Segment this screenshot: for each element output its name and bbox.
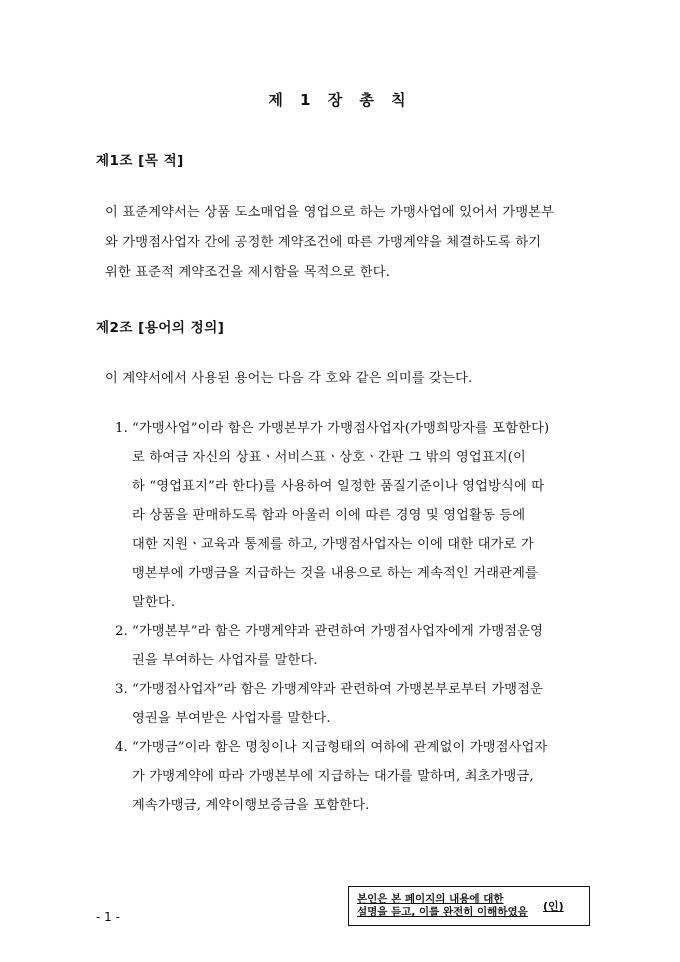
definition-line: 로 하여금 자신의 상표ㆍ서비스표ㆍ상호ㆍ간판 그 밖의 영업표지(이 (132, 450, 526, 465)
definition-line: 영권을 부여받은 사업자를 말한다. (132, 711, 331, 726)
definition-item (104, 675, 604, 733)
definition-line: 가 가맹계약에 따라 가맹본부에 지급하는 대가를 말하며, 최초가맹금, (132, 769, 534, 784)
article-2-line: 이 계약서에서 사용된 용어는 다음 각 호와 같은 의미를 갖는다. (105, 371, 473, 386)
definition-line: “가맹본부”라 함은 가맹계약과 관련하여 가맹점사업자에게 가맹점운영 (132, 624, 544, 639)
definition-line: “가맹금”이라 함은 명칭이나 지급형태의 여하에 관계없이 가맹점사업자 (132, 740, 548, 755)
definition-line: “가맹사업”이라 함은 가맹본부가 가맹점사업자(가맹희망자를 포함한다) (132, 421, 550, 436)
definition-line: 권을 부여하는 사업자를 말한다. (132, 653, 318, 668)
definition-line: “가맹점사업자”라 함은 가맹계약과 관련하여 가맹본부로부터 가맹점운 (132, 682, 544, 697)
confirmation-line-1: 본인은 본 페이지의 내용에 대한 (357, 893, 504, 905)
definition-line: 계속가맹금, 계약이행보증금을 포함한다. (132, 798, 370, 813)
definition-line: 라 상품을 판매하도록 함과 아울러 이에 따른 경영 및 영업활동 등에 (132, 508, 526, 523)
definition-number: 2. (115, 624, 128, 639)
definitions-list (104, 414, 604, 820)
article-2-heading: 제2조 [용어의 정의] (96, 320, 225, 336)
definition-line: 하 “영업표지”라 한다)를 사용하여 일정한 품질기준이나 영업방식에 따 (132, 479, 545, 494)
article-1-line: 위한 표준적 계약조건을 제시함을 목적으로 한다. (105, 265, 391, 280)
definition-number: 1. (115, 421, 128, 436)
article-1-line: 이 표준계약서는 상품 도소매업을 영업으로 하는 가맹사업에 있어서 가맹본부 (105, 205, 555, 220)
page-number: - 1 - (96, 910, 120, 924)
definition-item (104, 414, 604, 617)
definition-item (104, 617, 604, 675)
article-2-body (105, 364, 590, 394)
definition-line: 맹본부에 가맹금을 지급하는 것을 내용으로 하는 계속적인 거래관계를 (132, 566, 538, 581)
definition-line: 말한다. (132, 595, 176, 610)
confirmation-text (349, 893, 537, 919)
seal-mark: (인) (543, 900, 564, 913)
article-1-body (105, 198, 590, 288)
definition-item (104, 733, 604, 820)
chapter-title: 제 1 장 총 칙 (268, 91, 412, 109)
confirmation-line-2: 설명을 듣고, 이를 완전히 이해하였음 (357, 906, 528, 918)
definition-number: 4. (115, 740, 128, 755)
definition-line: 대한 지원ㆍ교육과 통제를 하고, 가맹점사업자는 이에 대한 대가로 가 (132, 537, 534, 552)
article-1-line: 와 가맹점사업자 간에 공정한 계약조건에 따른 가맹계약을 체결하도록 하기 (105, 235, 542, 250)
confirmation-box (348, 886, 590, 926)
article-1-heading: 제1조 [목 적] (96, 153, 184, 169)
definition-number: 3. (115, 682, 128, 697)
